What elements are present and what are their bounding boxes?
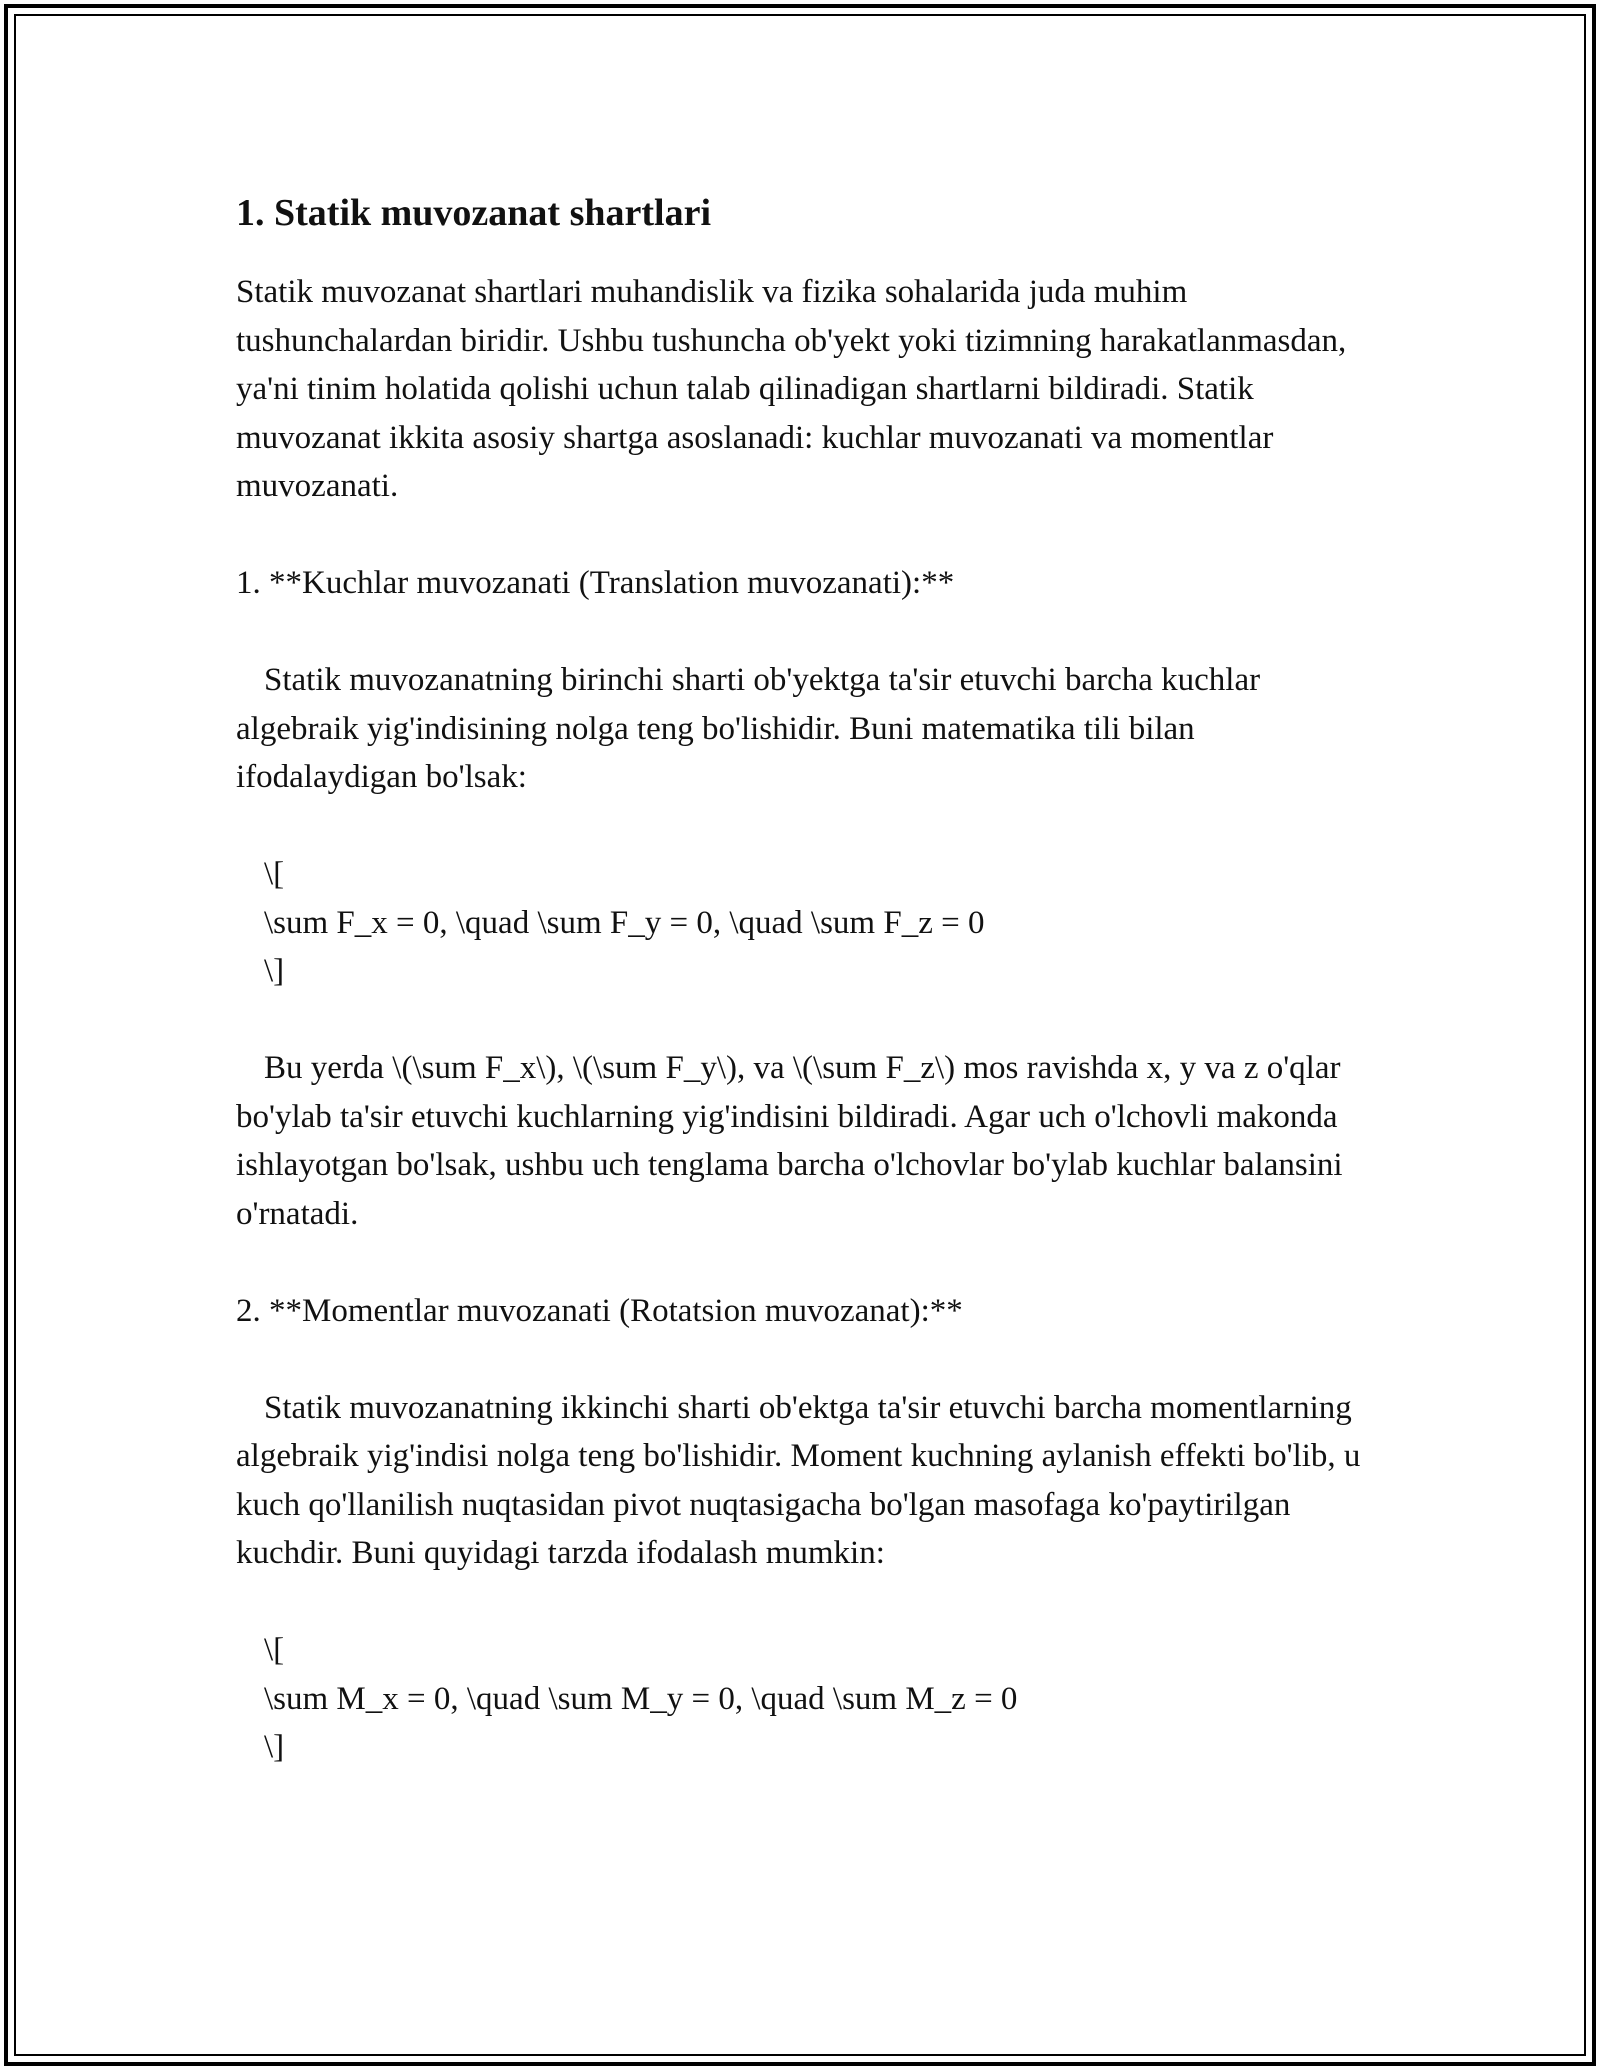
spacer	[236, 608, 1366, 657]
equation-close-delimiter: \]	[264, 1729, 285, 1765]
spacer	[236, 1335, 1366, 1384]
equation-open-delimiter: \[	[264, 856, 285, 892]
spacer	[236, 802, 1366, 851]
spacer	[236, 511, 1366, 560]
intro-paragraph: Statik muvozanat shartlari muhandislik va fizika sohalarida juda muhim tushunchalardan biridir. Ushbu tushuncha ob'yekt yoki tizimning harakatlanmasdan, ya'ni tinim holatida qolishi uchun talab qilinadigan shartlarni bildiradi. Statik muvozanat ikkita asosiy shartga asoslanadi: kuchlar muvozanati va momentlar muvozanati.	[236, 274, 1347, 504]
section2-paragraph-1: Statik muvozanatning ikkinchi sharti ob'ektga ta'sir etuvchi barcha momentlarning algebraik yig'indisi nolga teng bo'lishidir. Moment kuchning aylanish effekti bo'lib, u kuch qo'llanilish nuqtasidan pivot nuqtasigacha bo'lgan masofaga ko'paytirilgan kuchdir. Buni quyidagi tarzda ifodalash mumkin:	[236, 1389, 1361, 1571]
section2-equation-block	[236, 1626, 1366, 1772]
equation-close-delimiter: \]	[264, 953, 285, 989]
section1-paragraph-2: Bu yerda \(\sum F_x\), \(\sum F_y\), va \(\sum F_z\) mos ravishda x, y va z o'qlar bo'ylab ta'sir etuvchi kuchlarning yig'indisini bildiradi. Agar uch o'lchovli makonda ishlayotgan bo'lsak, ushbu uch tenglama barcha o'lchovlar bo'ylab kuchlar balansini o'rnatadi.	[236, 1050, 1343, 1232]
section1-paragraph-1: Statik muvozanatning birinchi sharti ob'yektga ta'sir etuvchi barcha kuchlar algebraik yig'indisining nolga teng bo'lishidir. Buni matematika tili bilan ifodalaydigan bo'lsak:	[236, 662, 1261, 795]
document-body	[236, 188, 1366, 1772]
spacer	[236, 1578, 1366, 1627]
force-balance-equation: \sum F_x = 0, \quad \sum F_y = 0, \quad \sum F_z = 0	[264, 904, 985, 941]
equation-open-delimiter: \[	[264, 1632, 285, 1668]
section-heading: 1. Statik muvozanat shartlari	[236, 192, 711, 234]
spacer	[236, 996, 1366, 1045]
spacer	[236, 1238, 1366, 1287]
section1-title: 1. **Kuchlar muvozanati (Translation muvozanati):**	[236, 565, 955, 601]
section1-equation-block	[236, 850, 1366, 996]
moment-balance-equation: \sum M_x = 0, \quad \sum M_y = 0, \quad \sum M_z = 0	[264, 1680, 1018, 1717]
section2-title: 2. **Momentlar muvozanati (Rotatsion muvozanat):**	[236, 1292, 963, 1329]
